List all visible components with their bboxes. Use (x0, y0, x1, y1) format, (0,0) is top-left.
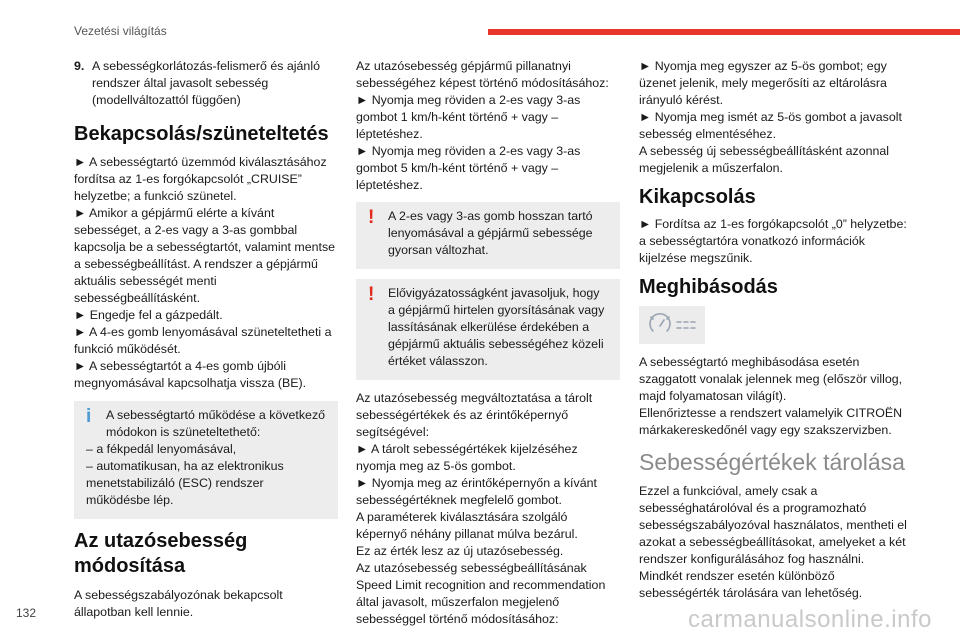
header-accent-bar (488, 29, 960, 35)
paragraph: ► A sebességtartót a 4-es gomb újbóli megnyomásával kapcsolhatja vissza (BE). (74, 359, 307, 390)
warning-box (356, 279, 620, 380)
watermark: carmanualsonline.info (688, 606, 932, 633)
paragraph: Ez az érték lesz az új utazósebesség. (356, 544, 564, 558)
paragraph: ► A 4-es gomb lenyomásával szüneteltetheti a funkció működését. (74, 325, 332, 356)
paragraph: Ezzel a funkcióval, amely csak a sebességhatárolóval és a programozható sebességszabályozóval használatos, mentheti el azokat a sebességbeállításokat, amelyeket a két rendszer konfigurálásához fog használni. (639, 484, 907, 566)
paragraph: Mindkét rendszer esetén különböző sebességérték tárolására van lehetőség. (639, 569, 863, 600)
paragraph: ► Nyomja meg ismét az 5-ös gombot a javasolt sebesség elmentéséhez. (639, 110, 902, 141)
paragraph: Az utazósebesség megváltoztatása a tárolt sebességértékek és az érintőképernyő segítségével: (356, 391, 593, 439)
column-2 (356, 58, 620, 628)
info-text: – automatikusan, ha az elektronikus menetstabilizáló (ESC) rendszer működésbe lép. (86, 459, 284, 507)
paragraph: ► Engedje fel a gázpedált. (74, 308, 223, 322)
heading-fault: Meghibásodás (639, 276, 778, 298)
info-icon: i (86, 406, 92, 427)
paragraph: ► A tárolt sebességértékek kijelzéséhez nyomja meg az 5-ös gombot. (356, 442, 578, 473)
info-text: A sebességtartó működése a következő módokon is szüneteltethető: (106, 408, 326, 439)
cruise-control-fault-icon (639, 306, 705, 344)
item-text: A sebességkorlátozás-felismerő és ajánló rendszer által javasolt sebesség (modellváltozattól függően) (92, 59, 320, 107)
paragraph: ► Amikor a gépjármű elérte a kívánt sebességet, a 2-es vagy a 3-as gombbal kapcsolja be a sebességtartót, valamint mentse a sebességbeállítást. A rendszer a gépjármű aktuális sebességét menti sebességbeállításként. (74, 206, 336, 305)
paragraph: Ellenőriztesse a rendszert valamelyik CITROËN márkakereskedőnél vagy egy szakszervizben. (639, 406, 903, 437)
column-1 (74, 58, 338, 626)
heading-on-off: Bekapcsolás/szüneteltetés (74, 123, 329, 145)
info-box (74, 401, 338, 519)
paragraph: ► Nyomja meg az érintőképernyőn a kívánt sebességértéknek megfelelő gombot. (356, 476, 597, 507)
paragraph: Az utazósebesség gépjármű pillanatnyi sebességéhez képest történő módosításához: (356, 59, 609, 90)
warning-icon: ! (368, 207, 375, 228)
warning-box (356, 202, 620, 269)
paragraph: ► Nyomja meg röviden a 2-es vagy 3-as gombot 5 km/h-ként történő + vagy – léptetéshez. (356, 144, 581, 192)
list-item-9 (74, 58, 338, 109)
running-header: Vezetési világítás (74, 24, 167, 38)
page-number: 132 (16, 606, 37, 620)
heading-speed-storage: Sebességértékek tárolása (639, 449, 905, 475)
item-number: 9. (74, 59, 85, 73)
column-3 (639, 58, 909, 602)
info-text: – a fékpedál lenyomásával, (86, 442, 237, 456)
heading-off: Kikapcsolás (639, 186, 756, 208)
warning-icon: ! (368, 284, 375, 305)
heading-speed-change: Az utazósebesség módosítása (74, 530, 248, 577)
paragraph: ► Fordítsa az 1-es forgókapcsolót „0” helyzetbe: a sebességtartóra vonatkozó információk kijelzése megszűnik. (639, 217, 907, 265)
warning-text: Elővigyázatosságként javasoljuk, hogy a gépjármű hirtelen gyorsításának vagy lassításának elkerülése érdekében a gépjármű aktuális sebességéhez közeli értéket válasszon. (388, 286, 605, 368)
paragraph: ► A sebességtartó üzemmód kiválasztásához fordítsa az 1-es forgókapcsolót „CRUISE” helyzetbe; a funkció szünetel. (74, 155, 327, 203)
paragraph: A sebesség új sebességbeállításként azonnal megjelenik a műszerfalon. (639, 144, 890, 175)
paragraph: A sebességszabályozónak bekapcsolt állapotban kell lennie. (74, 588, 283, 619)
paragraph: A sebességtartó meghibásodása esetén szaggatott vonalak jelennek meg (először villog, majd folyamatosan világít). (639, 355, 903, 403)
paragraph: ► Nyomja meg röviden a 2-es vagy 3-as gombot 1 km/h-ként történő + vagy – léptetéshez. (356, 93, 581, 141)
paragraph: ► Nyomja meg egyszer az 5-ös gombot; egy üzenet jelenik, mely megerősíti az eltárolásra irányuló kérést. (639, 59, 887, 107)
paragraph: Az utazósebesség sebességbeállításának Speed Limit recognition and recommendation által javasolt, műszerfalon megjelenő sebességgel történő módosításához: (356, 561, 606, 626)
paragraph: A paraméterek kiválasztására szolgáló képernyő néhány pillanat múlva bezárul. (356, 510, 578, 541)
warning-text: A 2-es vagy 3-as gomb hosszan tartó lenyomásával a gépjármű sebessége gyorsan változhat. (388, 209, 593, 257)
